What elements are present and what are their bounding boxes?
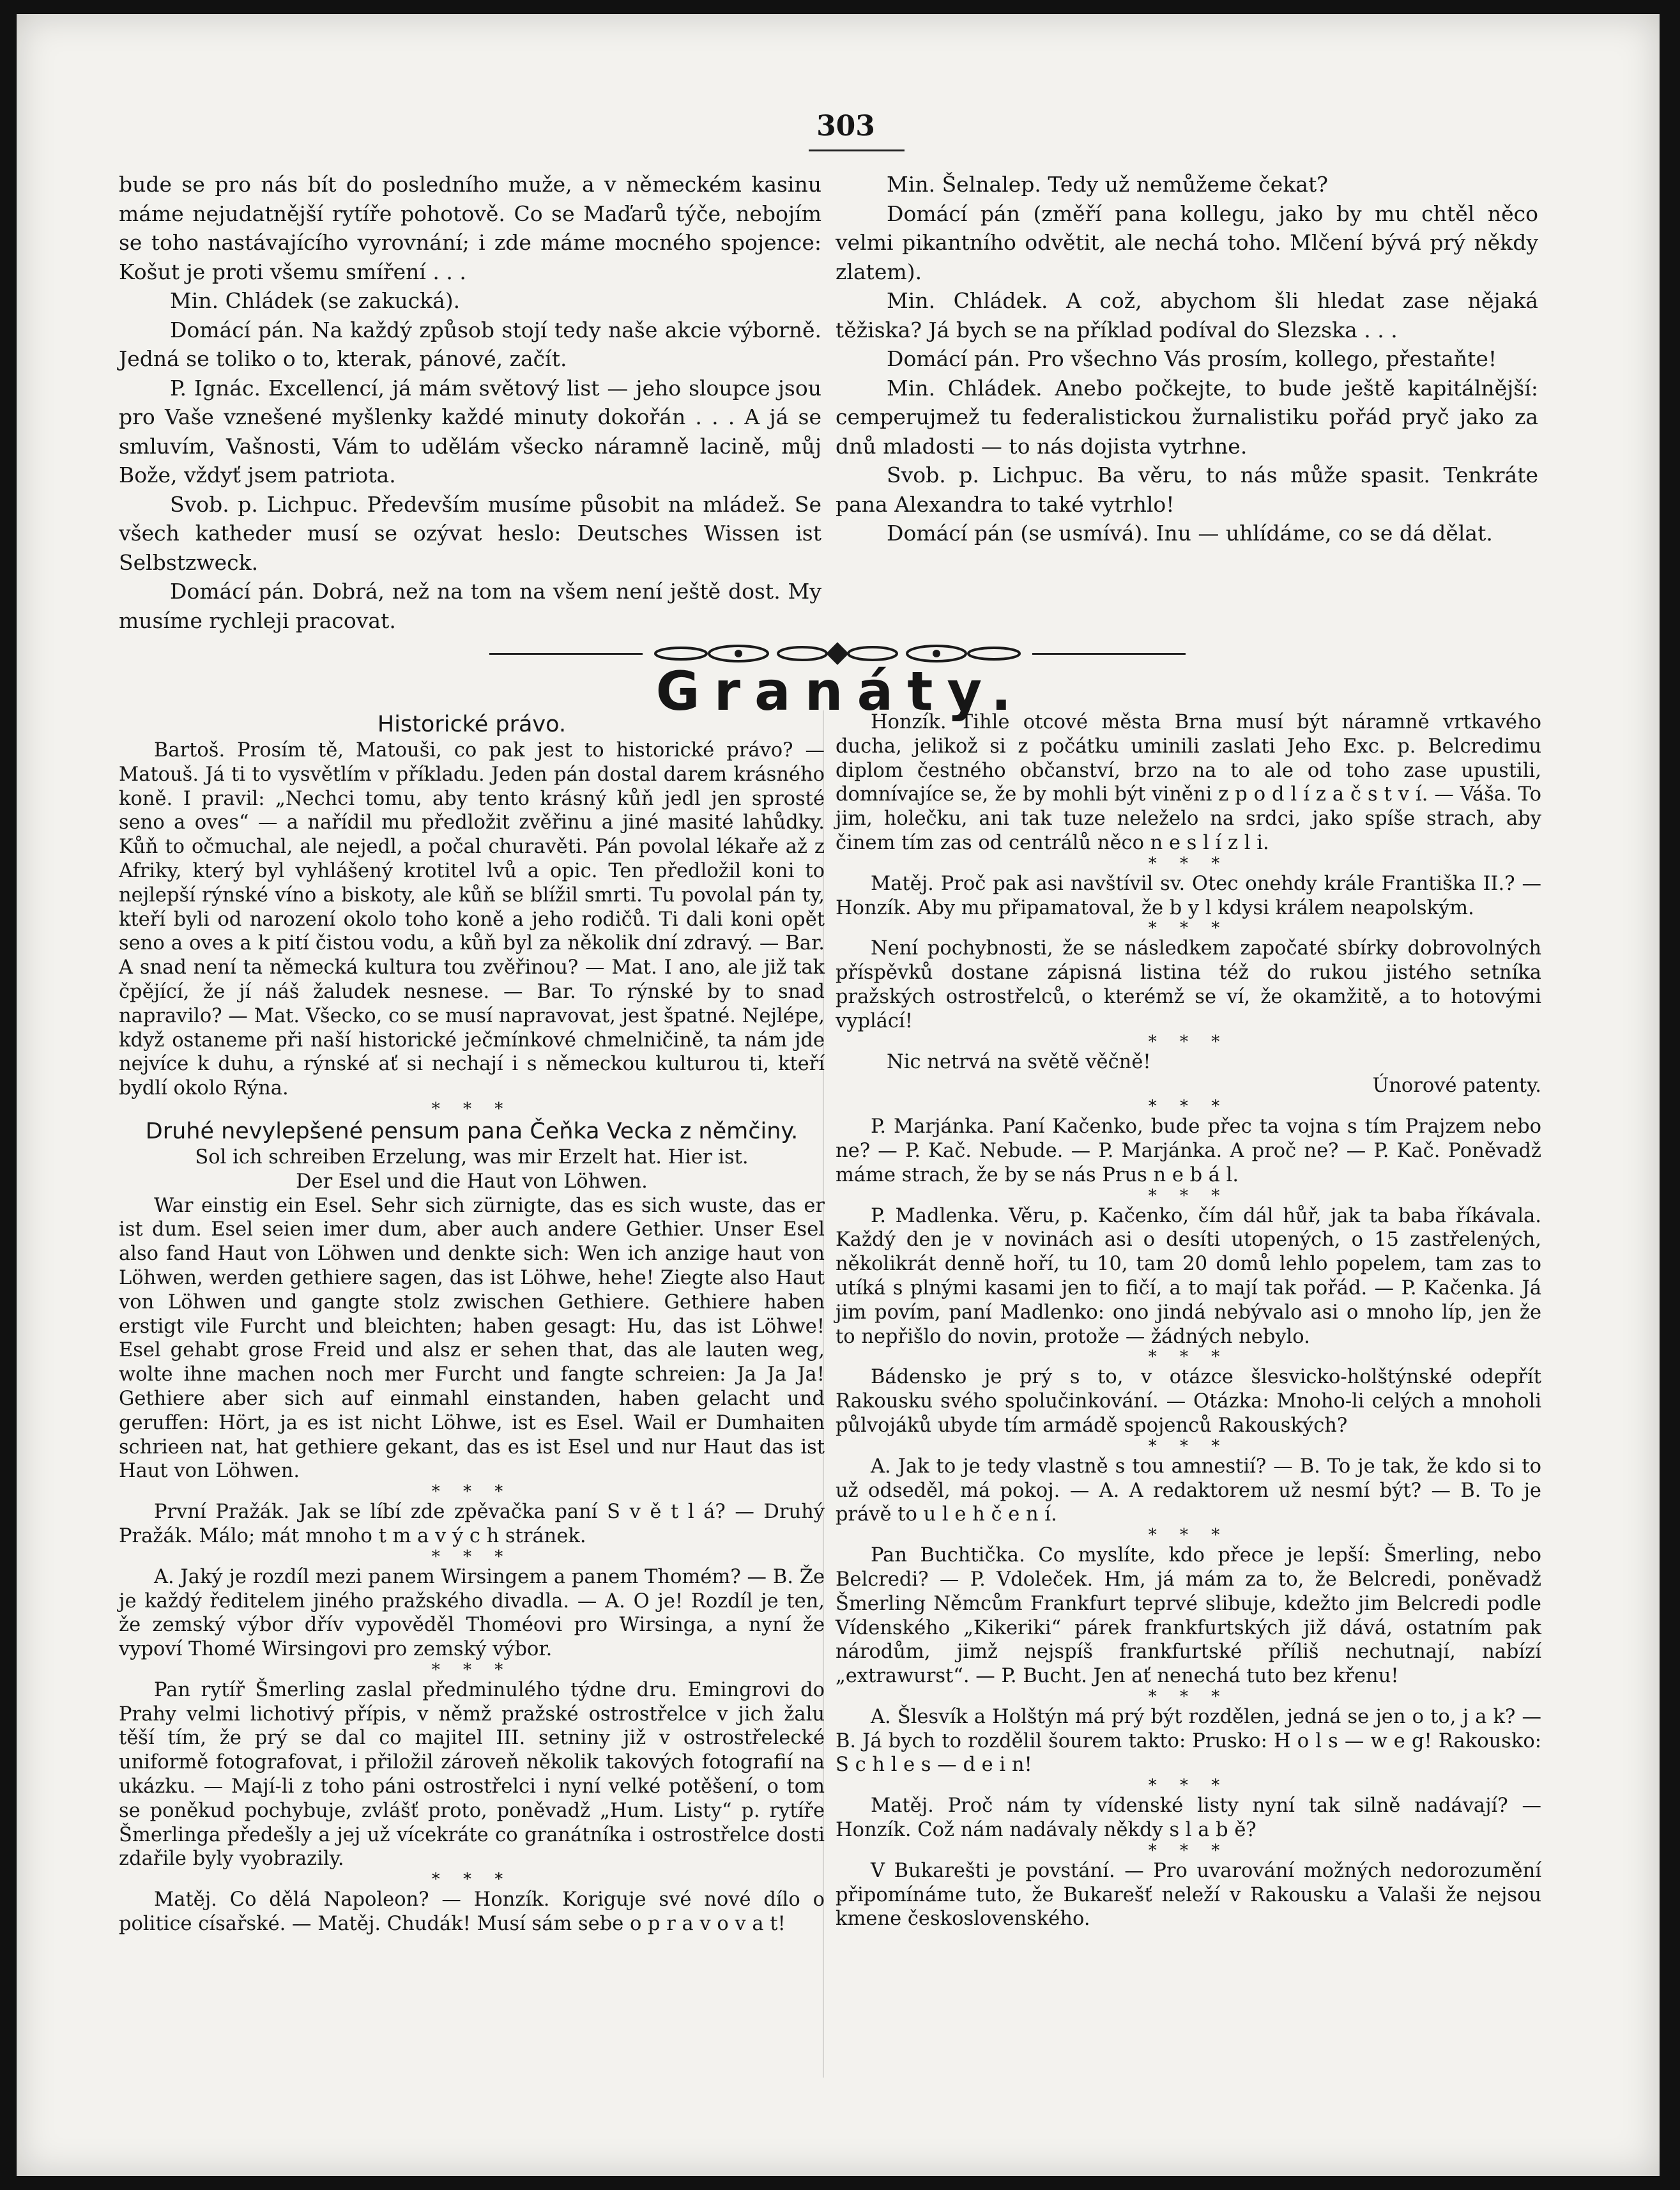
paragraph: Bartoš. Prosím tě, Matouši, co pak jest to historické právo? — Matouš. Já ti to vysvětlím v příkladu. Jeden pán dostal darem krásného koně. I pravil: „Nechci tomu, aby tento krásný kůň jedl jen sprosté seno a oves“ — a nařídil mu předložit zvěřinu a jiné masité lahůdky. Kůň to očmuchal, ale nejedl, a počal churavěti. Pán povolal lékaře až z Afriky, který byl vyhlášený krotitel lvů a opic. Ten předložil koni to nejlepší rýnské víno a biskoty, ale kůň se blížil smrti. Tu povolal pán ty, kteří byli od narození okolo toho koně a jeho rodičů. Ti dali koni opět seno a oves a k pití čistou vodu, a kůň byl za několik dní zdravý. — Bar. A snad není ta německá kultura tou zvěřinou? — Mat. I ano, ale již tak čpějící, že jí náš žaludek nesnese. — Bar. To rýnské by to snad napravilo? — Mat. Všecko, co se musí napravovat, jest špatné. Nejlépe, když ostaneme při naší historické ječmínkové chmelničině, ta nám jde nejvíce k duhu, a rýnské ať si nechají i s německou kulturou ti, kteří bydlí okolo Rýna. [119, 739, 825, 1100]
asterism-separator: * * * [431, 1547, 512, 1566]
paragraph: Svob. p. Lichpuc. Ba věru, to nás může spasit. Tenkráte pana Alexandra to také vytrhlo! [836, 463, 1538, 517]
asterism-separator: * * * [431, 1660, 512, 1680]
paragraph: bude se pro nás bít do posledního muže, a v německém kasinu máme nejudatnější rytíře pohotově. Co se Maďarů týče, nebojím se toho nastávajícího vyrovnání; i zde máme mocného spojence: Košut je proti všemu smíření . . . [119, 172, 821, 284]
rule-left [489, 653, 643, 655]
asterism-separator: * * * [1148, 1032, 1229, 1052]
paragraph: A. Šlesvík a Holštýn má prý být rozdělen, jedná se jen o to, j a k? — B. Já bych to rozdělil šourem takto: Prusko: H o l s — w e g! Rakousko: S c h l e s — d e i n! [836, 1705, 1541, 1777]
paragraph: Min. Chládek (se zakucká). [170, 288, 461, 313]
top-right-column [836, 170, 1538, 548]
asterism-separator: * * * [431, 1870, 512, 1890]
paragraph: V Bukarešti je povstání. — Pro uvarování možných nedorozumění připomínáme tuto, že Bukarešť neleží v Rakousku a Valaši že nejsou kmene československého. [836, 1859, 1541, 1931]
paragraph: Min. Chládek. Anebo počkejte, to bude ještě kapitálnější: cemperujmež tu federalistickou žurnalistiku pořád pryč jako za dnů mladosti — to nás dojista vytrhne. [836, 375, 1538, 459]
centered-line: Der Esel und die Haut von Löhwen. [296, 1170, 648, 1193]
paragraph: Domácí pán. Pro všechno Vás prosím, kollego, přestaňte! [887, 346, 1497, 371]
paragraph: War einstig ein Esel. Sehr sich zürnigte, das es sich wuste, das er ist dum. Esel seien imer dum, aber auch andere Gethier. Unser Esel also fand Haut von Löhwen und denkte sich: Wen ich anzige haut von Löhwen, werden gethiere sagen, das ist Löhwe, hehe! Ziegte also Haut von Löhwen und gangte stolz zwischen Gethiere. Gethiere haben erstigt vile Furcht und bleichten; haben gesagt: Hu, das ist Löhwe! Esel gehabt grose Freid und alsz er sehen that, das ale lauten weg, wolte ihne machen noch mer Furcht und fangte schreien: Ja Ja Ja! Gethiere aber sich auf einmahl einstanden, haben gelacht und geruffen: Hört, ja es ist nicht Löhwe, ist es Esel. Wail er Dumhaiten schrieen nat, hat gethiere gekant, das es ist Esel und nur Haut das ist Haut von Löhwen. [119, 1194, 825, 1483]
asterism-separator: * * * [431, 1482, 512, 1502]
paragraph: P. Marjánka. Paní Kačenko, bude přec ta vojna s tím Prajzem nebo ne? — P. Kač. Nebude. — P. Marjánka. A proč ne? — P. Kač. Poněvadž máme strach, že by se nás Prus n e b á l. [836, 1115, 1541, 1186]
paragraph: P. Madlenka. Věru, p. Kačenko, čím dál hůř, jak ta baba říkávala. Každý den je v novinách asi o desíti utopených, o 15 zastřelených, několikrát denně hoří, tu 10, tam 20 domů lehlo popelem, tam zas to utíká s plnými kasami jen to fičí, a to mají tak pořád. — P. Kačenka. Já jim povím, paní Madlenko: ono jindá nebývalo asi o mnoho líp, jen že to nepřišlo do novin, protože — žádných nebylo. [836, 1204, 1541, 1348]
paragraph: A. Jak to je tedy vlastně s tou amnestií? — B. To je tak, že kdo si to už odseděl, má pokoj. — A. A redaktorem už nesmí být? — B. To je právě to u l e h č e n í. [836, 1455, 1541, 1526]
asterism-separator: * * * [1148, 854, 1229, 873]
asterism-separator: * * * [1148, 919, 1229, 938]
bottom-right-column [836, 710, 1541, 1931]
paragraph: Domácí pán (se usmívá). Inu — uhlídáme, co se dá dělat. [887, 521, 1493, 546]
asterism-separator: * * * [1148, 1526, 1229, 1545]
centered-line: Sol ich schreiben Erzelung, was mir Erzelt hat. Hier ist. [195, 1145, 749, 1168]
paragraph: A. Jaký je rozdíl mezi panem Wirsingem a panem Thomém? — B. Že je každý ředitelem jiného pražského divadla. — A. O je! Rozdíl je ten, že zemský výbor dřív vypověděl Thoméovi pro Wirsinga, a nyní že vypoví Thomé Wirsingovi pro zemský výbor. [119, 1565, 825, 1661]
paragraph: Min. Chládek. A což, abychom šli hledat zase nějaká těžiska? Já bych se na příklad podíval do Slezska . . . [836, 288, 1538, 342]
asterism-separator: * * * [1148, 1097, 1229, 1117]
paragraph: Matěj. Co dělá Napoleon? — Honzík. Koriguje své nové dílo o politice císařské. — Matěj. Chudák! Musí sám sebe o p r a v o v a t! [119, 1888, 825, 1936]
asterism-separator: * * * [1148, 1776, 1229, 1796]
asterism-separator: * * * [1148, 1347, 1229, 1367]
paragraph: Honzík. Tihle otcové města Brna musí být náramně vrtkavého ducha, jelikož si z počátku uminili zaslati Jeho Exc. p. Belcredimu diplom čestného občanství, brzo na to ale od toho zase upustili, domnívajíce se, že by mohli být viněni z p o d l í z a č s t v í. — Váša. To jim, holečku, ani tak tuze neleželo na srdci, jako spíše strach, aby činem tím zas od centrálů něco n e s l í z l i. [836, 711, 1541, 854]
bottom-left-column [119, 710, 825, 1936]
paragraph: Matěj. Proč nám ty vídenské listy nyní tak silně nadávají? — Honzík. Což nám nadávaly někdy s l a b ě? [836, 1795, 1541, 1842]
newspaper-page [17, 14, 1660, 2176]
paragraph: Nic netrvá na světě věčně! [887, 1050, 1151, 1073]
page-number: 303 [816, 110, 875, 142]
paragraph: Domácí pán. Na každý způsob stojí tedy naše akcie výborně. Jedná se toliko o to, kterak, pánové, začít. [119, 317, 821, 371]
paragraph: Min. Šelnalep. Tedy už nemůžeme čekat? [887, 172, 1328, 197]
page-number-underline [809, 149, 905, 151]
asterism-separator: * * * [1148, 1436, 1229, 1456]
paragraph: Domácí pán. Dobrá, než na tom na všem není ještě dost. My musíme rychleji pracovat. [119, 579, 821, 633]
asterism-separator: * * * [1148, 1186, 1229, 1206]
section-title: Granáty. [655, 660, 1026, 723]
paragraph: První Pražák. Jak se líbí zde zpěvačka paní S v ě t l á? — Druhý Pražák. Málo; mát mnoho t m a v ý c h stránek. [119, 1501, 825, 1547]
paragraph: Není pochybnosti, že se následkem započaté sbírky dobrovolných příspěvků dostane zápisná listina též do rukou jistého setníka pražských ostrostřelců, o kterémž se ví, že okamžitě, a to hotovými vyplácí! [836, 937, 1541, 1032]
asterism-separator: * * * [1148, 1841, 1229, 1860]
paragraph: Matěj. Proč pak asi navštívil sv. Otec onehdy krále Františka II.? — Honzík. Aby mu připamatoval, že b y l kdysi králem neapolským. [836, 872, 1541, 919]
paragraph: Bádensko je prý s to, v otázce šlesvicko-holštýnské odepřít Rakousku svého spolučinkování. — Otázka: Mnoho-li celých a mnoholi půlvojáků ubyde tím armádě spojenců Rakouských? [836, 1366, 1541, 1437]
paragraph: Pan Buchtička. Co myslíte, kdo přece je lepší: Šmerling, nebo Belcredi? — P. Vdoleček. Hm, já mám za to, že Belcredi, poněvadž Šmerling Němcům Frankfurt teprvé slibuje, kdežto jim Belcredi podle Vídenského „Kikeriki“ párek frankfurtských již dává, ostatním pak národům, jimž nejspíš frankfurtské příliš nechutnají, nabízí „extrawurst“. — P. Bucht. Jen ať nenechá tuto bez křenu! [836, 1544, 1541, 1688]
paragraph: Pan rytíř Šmerling zaslal předminulého týdne dru. Emingrovi do Prahy velmi lichotivý přípis, v němž pražské ostrostřelce v jich žalu těší tím, že prý se dal co majitel III. setniny již v ostrostřelecké uniformě fotografovat, i přiložil zároveň několik takových fotografií na ukázku. — Mají-li z toho páni ostrostřelci i nyní velké potěšení, o tom se poněkud pochybuje, zvlášť proto, poněvadž „Hum. Listy“ p. rytíře Šmerlinga předešly a jej už vícekráte co granátníka i ostrostřelce dosti zdařile byly vyobrazily. [119, 1678, 825, 1871]
asterism-separator: * * * [431, 1099, 512, 1119]
article-heading: Druhé nevylepšené pensum pana Čeňka Vecka z němčiny. [145, 1118, 798, 1144]
right-aligned-line: Únorové patenty. [1372, 1075, 1541, 1098]
paragraph: Domácí pán (změří pana kollegu, jako by mu chtěl něco velmi pikantního odvětit, ale nechá toho. Mlčení bývá prý někdy zlatem). [836, 201, 1538, 284]
asterism-separator: * * * [1148, 1687, 1229, 1706]
paragraph: Svob. p. Lichpuc. Především musíme působit na mládež. Se všech katheder musí se ozývat heslo: Deutsches Wissen ist Selbstzweck. [119, 491, 821, 575]
rule-right [1032, 653, 1186, 655]
top-left-column [119, 170, 821, 635]
article-heading: Historické právo. [377, 712, 567, 737]
paragraph: P. Ignác. Excellencí, já mám světový list — jeho sloupce jsou pro Vaše vznešené myšlenky každé minuty dokořán . . . A já se smluvím, Vašnosti, Vám to udělám všecko náramně lacině, můj Bože, vždyť jsem patriota. [119, 375, 821, 487]
